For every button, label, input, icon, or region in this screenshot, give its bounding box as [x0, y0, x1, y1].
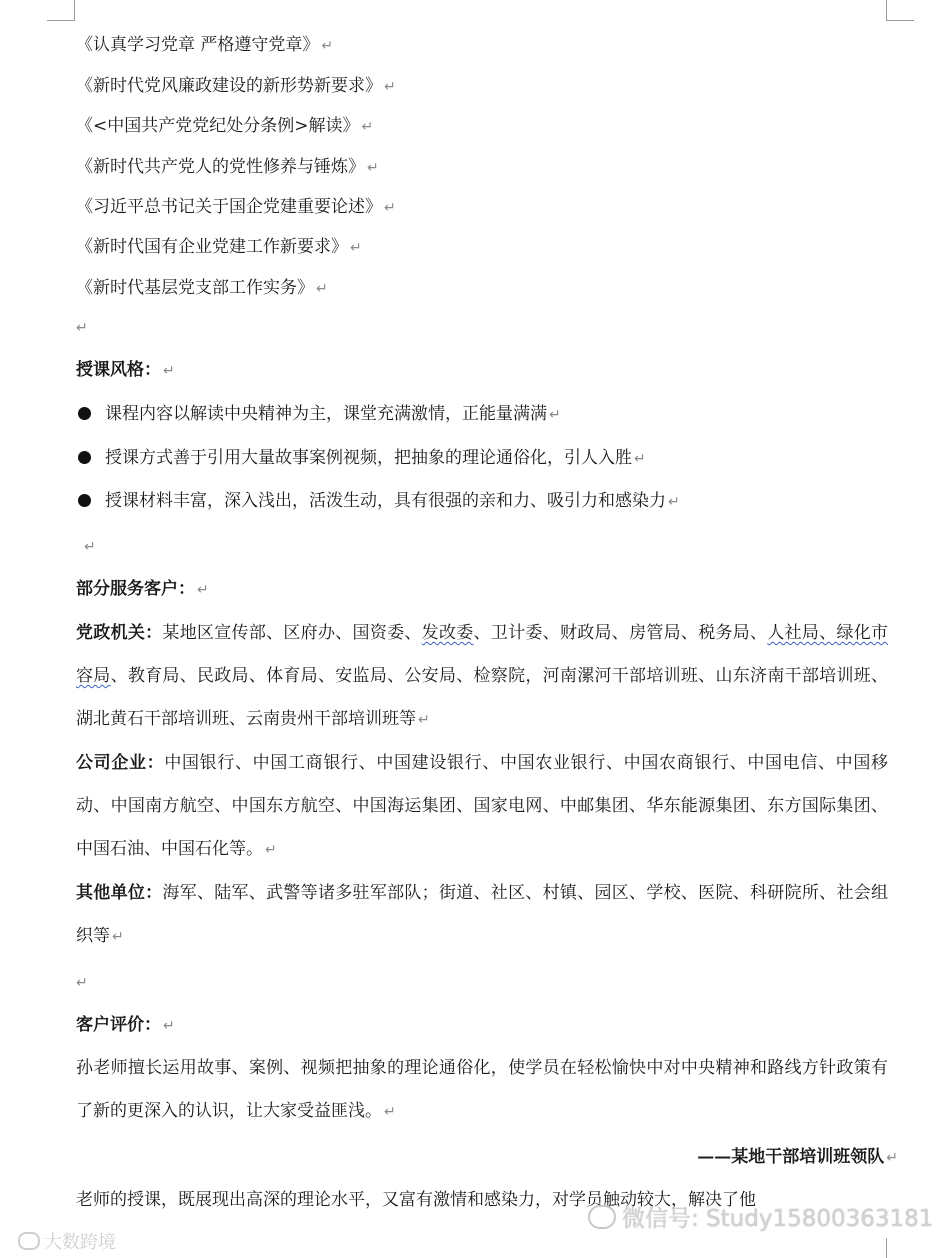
paragraph-mark-icon: ↵ [384, 1104, 396, 1120]
paragraph-mark-icon: ↵ [84, 539, 96, 555]
review-paragraph: 孙老师擅长运用故事、案例、视频把抽象的理论通俗化，使学员在轻松愉快中对中央精神和路线方针政策有了新的更深入的认识，让大家受益匪浅。 ↵ [76, 1058, 888, 1121]
empty-paragraph [76, 317, 88, 339]
paragraph-mark-icon: ↵ [163, 363, 175, 379]
style-bullet-item: 授课材料丰富，深入浅出，活泼生动，具有很强的亲和力、吸引力和感染力 ↵ [76, 491, 680, 513]
paragraph-mark-icon: ↵ [367, 160, 379, 176]
book-item: 《<中国共产党党纪处分条例>解读》 ↵ [76, 116, 374, 136]
paragraph-mark-icon: ↵ [549, 407, 561, 423]
bullet-dot-icon [78, 494, 91, 507]
clients-heading: 部分服务客户： ↵ [76, 579, 209, 599]
paragraph-mark-icon: ↵ [350, 240, 362, 256]
paragraph-mark-icon: ↵ [384, 200, 396, 216]
book-item: 《新时代国有企业党建工作新要求》 ↵ [76, 237, 362, 257]
clients-other-label: 其他单位： [76, 883, 163, 903]
paragraph-mark-icon: ↵ [76, 320, 88, 336]
reviews-heading: 客户评价： ↵ [76, 1015, 175, 1035]
paragraph-mark-icon: ↵ [197, 582, 209, 598]
empty-paragraph [76, 972, 88, 994]
watermark-left: 大数跨境 [18, 1228, 116, 1254]
review-paragraph-partial: 老师的授课，既展现出高深的理论水平，又富有激情和感染力，对学员触动较大，解决了他 [76, 1190, 756, 1210]
paragraph-mark-icon: ↵ [886, 1150, 898, 1166]
review-signature: ——某地干部培训班领队 ↵ [697, 1147, 898, 1167]
paragraph-mark-icon: ↵ [316, 281, 328, 297]
style-heading: 授课风格： ↵ [76, 360, 175, 380]
clients-company-paragraph: 公司企业：中国银行、中国工商银行、中国建设银行、中国农业银行、中国农商银行、中国电信、中国移动、中国南方航空、中国东方航空、中国海运集团、国家电网、中邮集团、华东能源集团、东方国际集团、中国石油、中国石化等。 ↵ [76, 753, 889, 859]
bullet-dot-icon [78, 451, 91, 464]
paragraph-mark-icon: ↵ [418, 712, 430, 728]
watermark-right: 微信号: Study15800363181 [588, 1200, 933, 1233]
book-item: 《认真学习党章 严格遵守党章》 ↵ [76, 35, 334, 55]
spellcheck-underline: 发改委 [421, 623, 474, 643]
paragraph-mark-icon: ↵ [384, 79, 396, 95]
clients-gov-paragraph: 党政机关：某地区宣传部、区府办、国资委、发改委、卫计委、财政局、房管局、税务局、人社局、绿化市容局、教育局、民政局、体育局、安监局、公安局、检察院，河南漯河干部培训班、山东济南干部培训班、湖北黄石干部培训班、云南贵州干部培训班等 ↵ [76, 623, 889, 729]
book-item: 《新时代共产党人的党性修养与锤炼》 ↵ [76, 157, 379, 177]
paragraph-mark-icon: ↵ [668, 494, 680, 510]
clients-other-paragraph: 其他单位：海军、陆军、武警等诸多驻军部队；街道、社区、村镇、园区、学校、医院、科研院所、社会组织等 ↵ [76, 883, 889, 946]
book-item: 《习近平总书记关于国企党建重要论述》 ↵ [76, 197, 396, 217]
empty-paragraph [84, 536, 96, 558]
paragraph-mark-icon: ↵ [112, 929, 124, 945]
paragraph-mark-icon: ↵ [321, 38, 334, 54]
style-bullet-item: 课程内容以解读中央精神为主，课堂充满激情，正能量满满 ↵ [76, 404, 561, 426]
paragraph-mark-icon: ↵ [361, 119, 374, 135]
book-item: 《新时代党风廉政建设的新形势新要求》 ↵ [76, 76, 396, 96]
clients-gov-label: 党政机关： [76, 623, 163, 643]
paragraph-mark-icon: ↵ [265, 842, 277, 858]
book-item: 《新时代基层党支部工作实务》 ↵ [76, 278, 328, 298]
spellcheck-underline: 人社局、绿化市容局 [76, 623, 889, 686]
paragraph-mark-icon: ↵ [634, 451, 646, 467]
paragraph-mark-icon: ↵ [163, 1018, 175, 1034]
style-bullet-item: 授课方式善于引用大量故事案例视频，把抽象的理论通俗化，引人入胜 ↵ [76, 448, 646, 470]
bullet-dot-icon [78, 407, 91, 420]
paragraph-mark-icon: ↵ [76, 975, 88, 991]
watermark-logo-icon [18, 1232, 40, 1250]
wechat-logo-icon [588, 1205, 616, 1229]
clients-company-label: 公司企业： [76, 753, 165, 773]
